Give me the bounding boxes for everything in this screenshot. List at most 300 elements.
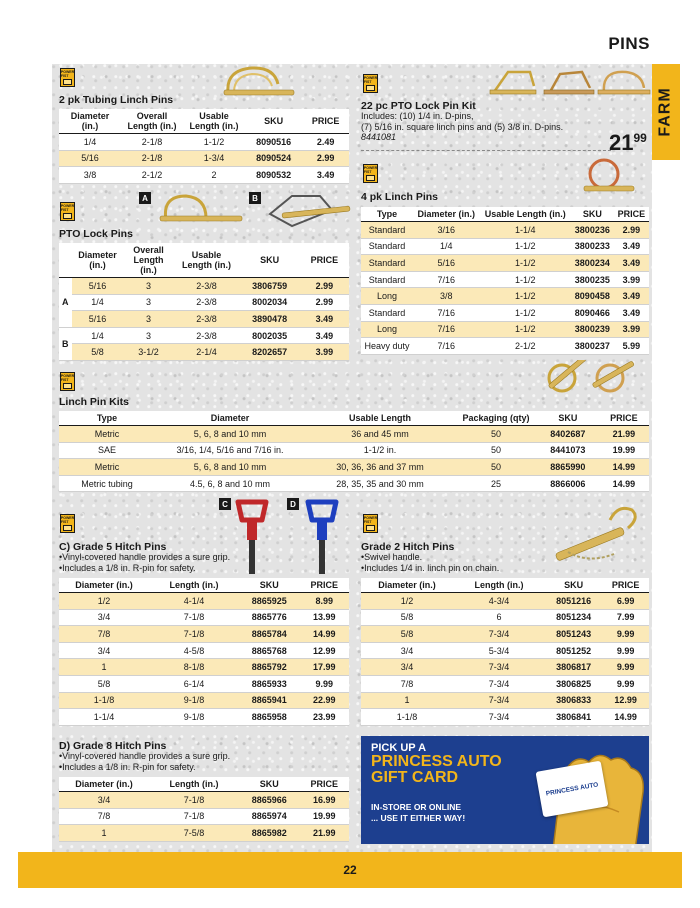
page-title: PINS	[608, 34, 650, 53]
table-cell: 8865776	[239, 609, 300, 626]
pto-kit-sku: 8441081	[361, 132, 397, 142]
table-cell: 2	[183, 167, 245, 184]
table-cell: 7-1/8	[149, 808, 239, 825]
table-row	[59, 825, 349, 842]
col-header: Length (in.)	[149, 578, 239, 593]
table-cell: 2-1/2	[480, 338, 571, 355]
table-cell: 14.99	[602, 709, 649, 726]
col-header: PRICE	[302, 109, 349, 134]
table-cell: 8865966	[239, 792, 300, 809]
table-cell: 3-1/2	[124, 344, 174, 361]
table-cell: 5/16	[413, 255, 480, 272]
table-cell: 12.99	[602, 692, 649, 709]
kits-title: Linch Pin Kits	[59, 396, 130, 408]
pto-title: PTO Lock Pins	[59, 228, 133, 240]
table-cell: 7/8	[59, 808, 149, 825]
col-header: Diameter (in.)	[361, 578, 453, 593]
table-cell: 19.99	[599, 442, 649, 459]
table-cell: 8090516	[245, 134, 302, 151]
col-header: SKU	[571, 207, 614, 222]
table-cell: 3/16, 1/4, 5/16 and 7/16 in.	[155, 442, 305, 459]
table-cell: 2-3/8	[174, 278, 240, 295]
blue-hitch-pin-image	[302, 496, 342, 578]
pto-pin-b-image	[262, 190, 352, 232]
table-cell: 3806841	[545, 709, 602, 726]
table-row	[59, 675, 349, 692]
table-cell: 3.49	[302, 167, 349, 184]
table-cell: 23.99	[300, 709, 349, 726]
table-cell: 5/16	[59, 150, 121, 167]
table-cell: 3/8	[59, 167, 121, 184]
table-row	[361, 593, 649, 610]
gift-headline: PRINCESS AUTO GIFT CARD	[371, 753, 502, 786]
col-header: SKU	[245, 109, 302, 134]
table-cell: 9-1/8	[149, 692, 239, 709]
power-fist-logo: POWER FIST	[363, 164, 378, 183]
table-cell: SAE	[59, 442, 155, 459]
table-cell: 3/4	[59, 642, 149, 659]
table-cell: 6-1/4	[149, 675, 239, 692]
col-header: PRICE	[599, 411, 649, 426]
table-cell: 7.99	[602, 609, 649, 626]
table-cell: 13.99	[300, 609, 349, 626]
table-cell: 1-1/4	[480, 222, 571, 239]
table-cell: 1	[59, 825, 149, 842]
table-row	[59, 659, 349, 676]
table-cell: Metric	[59, 459, 155, 476]
table-row	[361, 304, 649, 321]
table-cell: 7-1/8	[149, 792, 239, 809]
table-cell: 8865982	[239, 825, 300, 842]
table-cell: 2.99	[614, 222, 649, 239]
table-cell: 14.99	[300, 626, 349, 643]
linch-pin-image	[578, 154, 638, 200]
table-cell: 3800234	[571, 255, 614, 272]
table-cell: 3800233	[571, 238, 614, 255]
table-cell: 3	[124, 278, 174, 295]
table-cell: 8865792	[239, 659, 300, 676]
table-row	[59, 311, 349, 328]
table-cell: 1/4	[72, 327, 124, 344]
table-cell: 2.99	[300, 278, 349, 295]
table-cell: 5-3/4	[453, 642, 545, 659]
table-cell: 9.99	[602, 626, 649, 643]
tubing-title: 2 pk Tubing Linch Pins	[59, 94, 174, 106]
table-cell: 8090524	[245, 150, 302, 167]
col-header: Diameter (in.)	[72, 243, 124, 278]
table-cell: 2.99	[300, 294, 349, 311]
table-cell: 1-1/2	[480, 321, 571, 338]
power-fist-logo: POWER FIST	[363, 514, 378, 533]
badge-a: A	[139, 192, 151, 204]
grade5-desc	[59, 552, 230, 573]
table-cell: 7-3/4	[453, 692, 545, 709]
table-cell: 7-5/8	[149, 825, 239, 842]
grade2-hitch-pin-image	[548, 500, 644, 566]
col-header: SKU	[545, 578, 602, 593]
col-header: Diameter (in.)	[59, 578, 149, 593]
table-cell: 7/16	[413, 321, 480, 338]
table-cell: 25	[455, 475, 537, 492]
table-cell: 5/8	[72, 344, 124, 361]
table-cell: 50	[455, 459, 537, 476]
col-header: PRICE	[300, 578, 349, 593]
col-header: Type	[59, 411, 155, 426]
grade5-title: C) Grade 5 Hitch Pins	[59, 541, 167, 553]
table-cell: 3800235	[571, 271, 614, 288]
table-cell: 7/16	[413, 271, 480, 288]
table-cell: 1	[59, 659, 149, 676]
col-header: SKU	[239, 578, 300, 593]
col-header: Usable Length (in.)	[174, 243, 240, 278]
table-row	[59, 134, 349, 151]
table-cell: 2-1/4	[174, 344, 240, 361]
table-row	[59, 642, 349, 659]
table-cell: Standard	[361, 271, 413, 288]
table-cell: 4-3/4	[453, 593, 545, 610]
table-row	[361, 238, 649, 255]
table-cell: 3.49	[614, 304, 649, 321]
table-row	[59, 626, 349, 643]
table-cell: 5/8	[361, 609, 453, 626]
table-cell: 2-1/8	[121, 134, 183, 151]
table-cell: 6.99	[602, 593, 649, 610]
table-row	[59, 792, 349, 809]
col-header-group	[59, 243, 72, 278]
table-cell: 1/4	[72, 294, 124, 311]
table-cell: 3.49	[614, 288, 649, 305]
table-cell: 3.99	[614, 321, 649, 338]
table-cell: 8090458	[571, 288, 614, 305]
table-cell: 8865768	[239, 642, 300, 659]
table-row	[59, 442, 649, 459]
table-cell: 5/16	[72, 311, 124, 328]
power-fist-logo: POWER FIST	[60, 514, 75, 533]
table-cell: 21.99	[599, 426, 649, 443]
red-hitch-pin-image	[232, 496, 272, 578]
table-cell: 8051243	[545, 626, 602, 643]
table-row	[361, 692, 649, 709]
table-cell: 9.99	[300, 675, 349, 692]
table-row	[361, 709, 649, 726]
power-fist-logo: POWER FIST	[363, 74, 378, 93]
table-cell: 9.99	[602, 642, 649, 659]
linch-pin-kit-image	[540, 360, 640, 400]
table-cell: 3/4	[361, 659, 453, 676]
bullet: •Vinyl-covered handle provides a sure grip.	[59, 751, 231, 761]
col-header: SKU	[239, 777, 300, 792]
table-row	[59, 593, 349, 610]
table-cell: Metric	[59, 426, 155, 443]
grade8-table	[59, 777, 349, 842]
table-cell: 1-1/4	[59, 709, 149, 726]
col-header: Length (in.)	[149, 777, 239, 792]
table-cell: 8002034	[240, 294, 300, 311]
table-cell: 1-1/2 in.	[305, 442, 455, 459]
col-header: Usable Length (in.)	[183, 109, 245, 134]
gift-subline: IN-STORE OR ONLINE ... USE IT EITHER WAY!	[371, 802, 466, 823]
table-cell: 3806825	[545, 675, 602, 692]
col-header: Usable Length	[305, 411, 455, 426]
col-header: PRICE	[614, 207, 649, 222]
col-header: Length (in.)	[453, 578, 545, 593]
pto-kit-title: 22 pc PTO Lock Pin Kit	[361, 100, 476, 112]
table-cell: 8865990	[537, 459, 599, 476]
col-header: PRICE	[602, 578, 649, 593]
gift-line: PICK UP A	[371, 742, 427, 754]
table-cell: 3/4	[361, 642, 453, 659]
table-cell: 2-1/2	[121, 167, 183, 184]
col-header: Overall Length (in.)	[121, 109, 183, 134]
table-cell: 8051252	[545, 642, 602, 659]
table-cell: 7-1/8	[149, 609, 239, 626]
table-cell: 22.99	[300, 692, 349, 709]
col-header: Usable Length (in.)	[480, 207, 571, 222]
col-header: Overall Length (in.)	[124, 243, 174, 278]
table-cell: Standard	[361, 238, 413, 255]
bullet: •Includes 1/4 in. linch pin on chain.	[361, 562, 500, 573]
table-cell: 3.49	[300, 311, 349, 328]
table-cell: Long	[361, 321, 413, 338]
grade2-title: Grade 2 Hitch Pins	[361, 541, 455, 553]
table-cell: 3806759	[240, 278, 300, 295]
table-row	[361, 338, 649, 355]
pto-kit-desc	[361, 111, 563, 143]
table-cell: 2.49	[302, 134, 349, 151]
badge-d: D	[287, 498, 299, 510]
table-cell: 7-1/8	[149, 626, 239, 643]
pto-kit-price: $21^{99}$	[609, 130, 647, 155]
table-cell: 8865974	[239, 808, 300, 825]
table-cell: 3.49	[614, 238, 649, 255]
col-header: Type	[361, 207, 413, 222]
pto-pin-a-image	[152, 190, 244, 232]
grade2-desc	[361, 552, 499, 573]
table-cell: 1/2	[361, 593, 453, 610]
table-cell: 3	[124, 294, 174, 311]
table-cell: 17.99	[300, 659, 349, 676]
table-row	[361, 626, 649, 643]
table-cell: 14.99	[599, 459, 649, 476]
table-cell: 8865784	[239, 626, 300, 643]
table-cell: 1	[361, 692, 453, 709]
table-cell: 1-1/2	[183, 134, 245, 151]
table-cell: 8866006	[537, 475, 599, 492]
table-cell: 8.99	[300, 593, 349, 610]
badge-b: B	[249, 192, 261, 204]
table-cell: 8090532	[245, 167, 302, 184]
table-row	[361, 222, 649, 239]
table-row	[361, 609, 649, 626]
linch4-title: 4 pk Linch Pins	[361, 191, 439, 203]
table-cell: 16.99	[300, 792, 349, 809]
table-row	[59, 278, 349, 295]
table-cell: 1-1/2	[480, 271, 571, 288]
table-row	[361, 271, 649, 288]
table-cell: 8441073	[537, 442, 599, 459]
table-cell: 8051216	[545, 593, 602, 610]
table-cell: 4-1/4	[149, 593, 239, 610]
table-cell: 7-3/4	[453, 675, 545, 692]
table-cell: 7-3/4	[453, 659, 545, 676]
table-cell: 1-1/2	[480, 288, 571, 305]
table-cell: 9.99	[602, 675, 649, 692]
table-cell: Standard	[361, 304, 413, 321]
table-cell: B	[59, 327, 72, 360]
table-cell: 1-3/4	[183, 150, 245, 167]
page-number: 22	[343, 863, 357, 877]
table-cell: 8865941	[239, 692, 300, 709]
table-cell: 7/16	[413, 338, 480, 355]
col-header: PRICE	[300, 777, 349, 792]
table-row	[361, 659, 649, 676]
table-cell: 2-3/8	[174, 294, 240, 311]
col-header: PRICE	[300, 243, 349, 278]
page-footer	[18, 852, 682, 888]
table-row	[59, 294, 349, 311]
table-cell: 9.99	[602, 659, 649, 676]
table-cell: 8002035	[240, 327, 300, 344]
table-cell: 3800236	[571, 222, 614, 239]
table-row	[59, 150, 349, 167]
table-row	[59, 692, 349, 709]
linch4-table	[361, 207, 649, 355]
table-cell: 7/8	[59, 626, 149, 643]
table-row	[59, 475, 649, 492]
table-cell: 30, 36, 36 and 37 mm	[305, 459, 455, 476]
col-header: Diameter (in.)	[59, 777, 149, 792]
table-cell: 5, 6, 8 and 10 mm	[155, 459, 305, 476]
table-cell: 36 and 45 mm	[305, 426, 455, 443]
col-header: SKU	[240, 243, 300, 278]
table-cell: 8051234	[545, 609, 602, 626]
table-cell: 2.99	[302, 150, 349, 167]
table-cell: 7-3/4	[453, 709, 545, 726]
table-row	[361, 321, 649, 338]
table-cell: 1/4	[413, 238, 480, 255]
table-cell: 1-1/2	[480, 238, 571, 255]
table-cell: 4-5/8	[149, 642, 239, 659]
table-cell: 1/4	[59, 134, 121, 151]
table-cell: 2-3/8	[174, 311, 240, 328]
pto-kit-image	[486, 64, 652, 102]
table-cell: 8402687	[537, 426, 599, 443]
table-cell: Heavy duty	[361, 338, 413, 355]
pto-table	[59, 243, 349, 361]
table-cell: 7-3/4	[453, 626, 545, 643]
table-cell: 2-3/8	[174, 327, 240, 344]
table-cell: 3/8	[413, 288, 480, 305]
table-row	[59, 426, 649, 443]
table-cell: 8865925	[239, 593, 300, 610]
table-cell: 5, 6, 8 and 10 mm	[155, 426, 305, 443]
table-cell: 3800237	[571, 338, 614, 355]
table-cell: Metric tubing	[59, 475, 155, 492]
table-cell: 1-1/8	[361, 709, 453, 726]
table-row	[59, 808, 349, 825]
table-cell: 5/8	[59, 675, 149, 692]
table-cell: 5/16	[72, 278, 124, 295]
badge-c: C	[219, 498, 231, 510]
table-cell: 1/2	[59, 593, 149, 610]
table-cell: 3.49	[300, 327, 349, 344]
table-row	[361, 255, 649, 272]
table-cell: 3.99	[614, 271, 649, 288]
table-cell: A	[59, 278, 72, 328]
table-cell: 3.99	[300, 344, 349, 361]
table-cell: 2-1/8	[121, 150, 183, 167]
power-fist-logo: POWER FIST	[60, 372, 75, 391]
grade2-table	[361, 578, 649, 726]
pto-kit-desc-line: Includes: (10) 1/4 in. D-pins,	[361, 111, 474, 121]
table-cell: 7/8	[361, 675, 453, 692]
table-row	[59, 167, 349, 184]
table-cell: 3	[124, 311, 174, 328]
table-cell: 3.49	[614, 255, 649, 272]
table-cell: 3/16	[413, 222, 480, 239]
col-header: Diameter	[155, 411, 305, 426]
grade5-table	[59, 578, 349, 726]
table-cell: 4.5, 6, 8 and 10 mm	[155, 475, 305, 492]
table-cell: 1-1/8	[59, 692, 149, 709]
table-cell: 7/16	[413, 304, 480, 321]
table-cell: 3/4	[59, 609, 149, 626]
table-row	[59, 609, 349, 626]
table-row	[361, 288, 649, 305]
col-header: Diameter (in.)	[59, 109, 121, 134]
table-row	[59, 459, 649, 476]
gift-card-image: PRINCESS AUTO	[536, 761, 609, 818]
power-fist-logo: POWER FIST	[60, 68, 75, 87]
farm-tab: FARM	[652, 64, 680, 160]
table-row	[59, 709, 349, 726]
table-cell: 6	[453, 609, 545, 626]
table-cell: 28, 35, 35 and 30 mm	[305, 475, 455, 492]
tubing-linch-pin-image	[222, 62, 298, 102]
bullet: •Swivel handle.	[361, 552, 423, 562]
table-cell: 8202657	[240, 344, 300, 361]
col-header: Packaging (qty)	[455, 411, 537, 426]
table-cell: 9-1/8	[149, 709, 239, 726]
table-cell: 50	[455, 442, 537, 459]
kits-table	[59, 411, 649, 492]
table-cell: Long	[361, 288, 413, 305]
table-cell: 3800239	[571, 321, 614, 338]
table-cell: 3890478	[240, 311, 300, 328]
table-row	[59, 327, 349, 344]
table-row	[361, 642, 649, 659]
table-cell: 8865958	[239, 709, 300, 726]
table-cell: 8-1/8	[149, 659, 239, 676]
table-cell: 1-1/2	[480, 255, 571, 272]
gift-card-ad[interactable]	[361, 736, 649, 844]
dashed-divider	[361, 150, 611, 151]
table-cell: Standard	[361, 222, 413, 239]
col-header: Diameter (in.)	[413, 207, 480, 222]
table-row	[59, 344, 349, 361]
table-cell: 3/4	[59, 792, 149, 809]
table-cell: 3	[124, 327, 174, 344]
table-cell: 21.99	[300, 825, 349, 842]
table-cell: 8865933	[239, 675, 300, 692]
table-row	[361, 675, 649, 692]
table-cell: 1-1/2	[480, 304, 571, 321]
bullet: •Includes a 1/8 in. R-pin for safety.	[59, 562, 196, 573]
table-cell: 14.99	[599, 475, 649, 492]
table-cell: 8090466	[571, 304, 614, 321]
table-cell: 19.99	[300, 808, 349, 825]
pto-kit-desc-line: (7) 5/16 in. square linch pins and (5) 3/8 in. D-pins.	[361, 121, 564, 132]
